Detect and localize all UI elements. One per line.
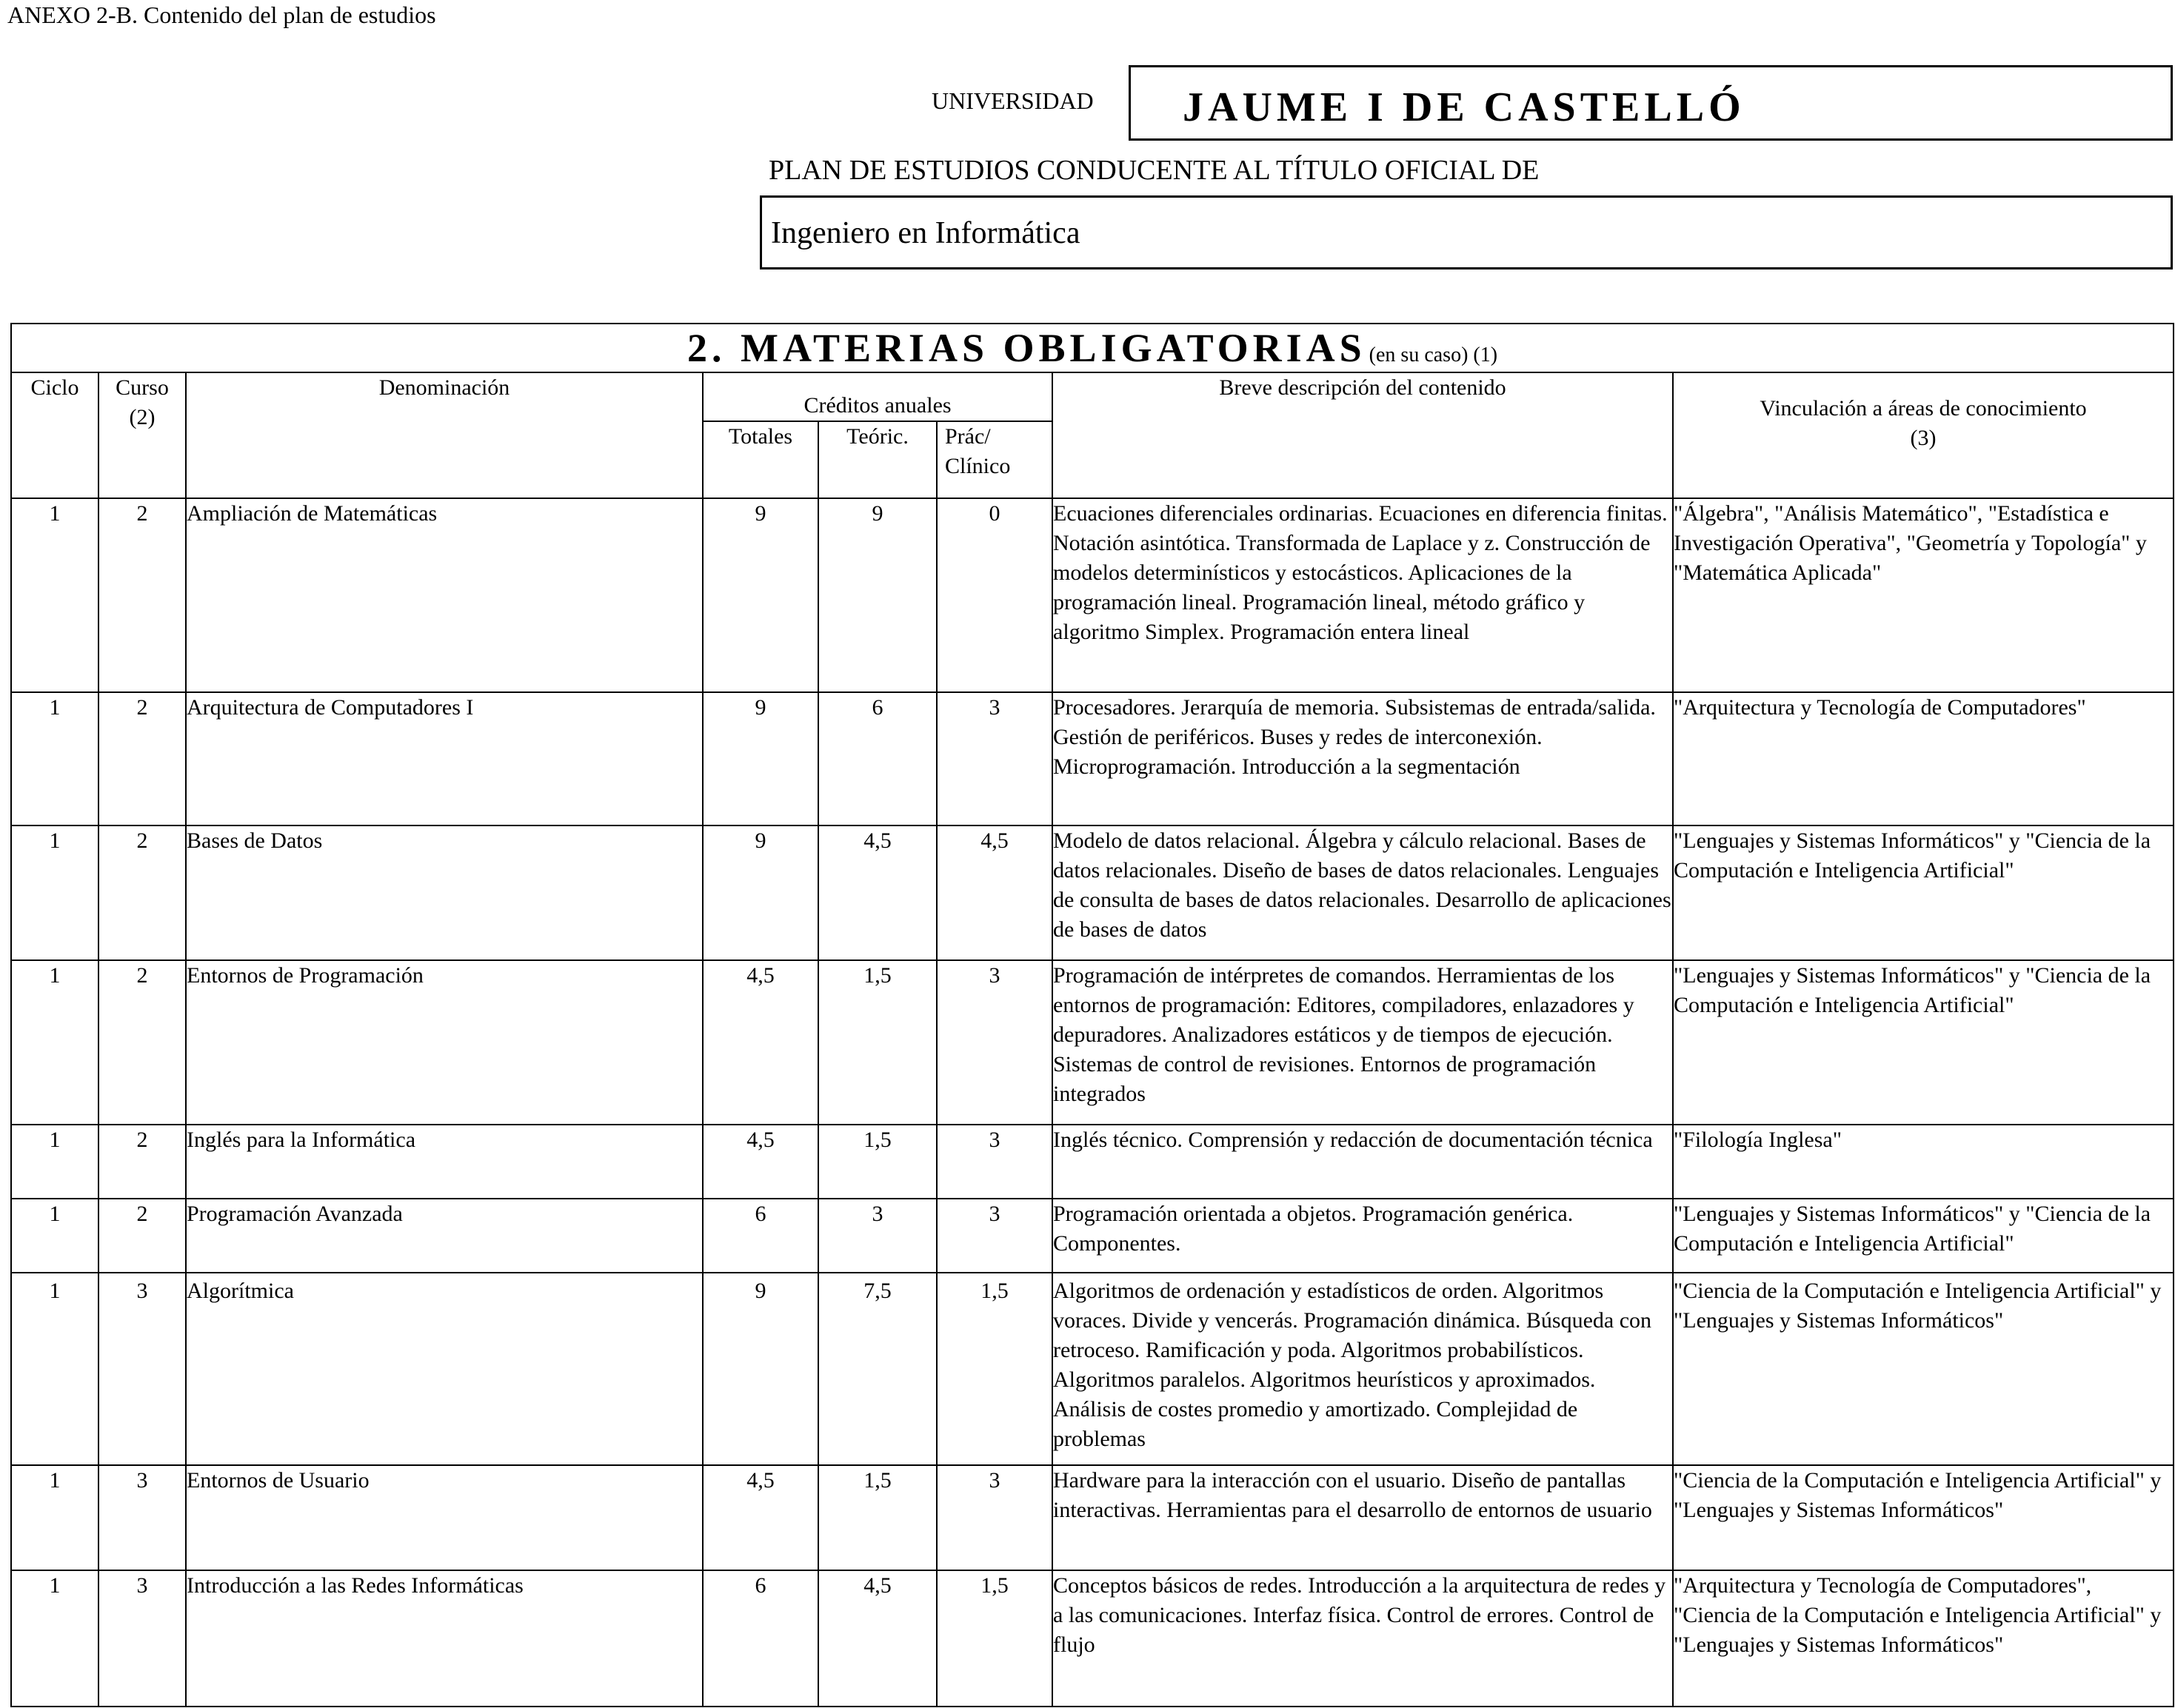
cell-prac: 3 [937,960,1052,1125]
cell-totales: 4,5 [703,960,818,1125]
cell-areas: "Filología Inglesa" [1673,1125,2174,1199]
cell-areas: "Ciencia de la Computación e Inteligencia Artificial" y "Lenguajes y Sistemas Informáticos" [1673,1465,2174,1570]
cell-areas: "Álgebra", "Análisis Matemático", "Estadística e Investigación Operativa", "Geometría y Topología" y "Matemática Aplicada" [1673,498,2174,692]
cell-denominacion: Bases de Datos [186,825,703,960]
cell-teoric: 4,5 [818,1570,937,1707]
col-vinculacion-label: Vinculación a áreas de conocimiento [1760,396,2087,421]
col-creditos [703,372,1052,421]
col-teoric-label: Teóric. [846,424,909,449]
cell-ciclo: 1 [11,498,98,692]
col-descripcion-label: Breve descripción del contenido [1219,375,1506,400]
cell-curso: 2 [98,498,186,692]
cell-totales: 6 [703,1570,818,1707]
table-row [11,825,2174,960]
section-title: 2. MATERIAS OBLIGATORIAS [687,326,1366,370]
cell-curso: 3 [98,1273,186,1465]
plan-label: PLAN DE ESTUDIOS CONDUCENTE AL TÍTULO OFICIAL DE [769,155,1540,186]
col-prac [937,421,1052,498]
cell-teoric: 1,5 [818,1125,937,1199]
cell-curso: 3 [98,1465,186,1570]
cell-totales: 4,5 [703,1465,818,1570]
cell-curso: 2 [98,825,186,960]
cell-descripcion: Hardware para la interacción con el usuario. Diseño de pantallas interactivas. Herramientas para el desarrollo de entornos de usuario [1052,1465,1673,1570]
col-denominacion-label: Denominación [378,375,510,400]
cell-curso: 2 [98,692,186,825]
col-prac-label: Prác/ [945,424,991,449]
cell-areas: "Lenguajes y Sistemas Informáticos" y "Ciencia de la Computación e Inteligencia Artificial" [1673,825,2174,960]
subjects-table [10,323,2174,1707]
col-teoric [818,421,937,498]
cell-curso: 3 [98,1570,186,1707]
university-box [1129,65,2173,141]
table-row [11,692,2174,825]
cell-descripcion: Ecuaciones diferenciales ordinarias. Ecuaciones en diferencia finitas. Notación asintótica. Transformada de Laplace y z. Construcción de modelos determinísticos y estocásticos. Aplicaciones de la programación lineal. Programación lineal, método gráfico y algoritmo Simplex. Programación entera lineal [1052,498,1673,692]
degree-title-box [760,195,2173,269]
cell-teoric: 6 [818,692,937,825]
col-totales-label: Totales [728,424,793,449]
cell-totales: 4,5 [703,1125,818,1199]
cell-descripcion: Algoritmos de ordenación y estadísticos de orden. Algoritmos voraces. Divide y vencerás. Programación dinámica. Búsqueda con retroceso. Ramificación y poda. Algoritmos probabilísticos. Algoritmos paralelos. Algoritmos heurísticos y aproximados. Análisis de costes promedio y amortizado. Complejidad de problemas [1052,1273,1673,1465]
cell-denominacion: Arquitectura de Computadores I [186,692,703,825]
cell-ciclo: 1 [11,1125,98,1199]
col-denominacion [186,372,703,498]
cell-totales: 9 [703,498,818,692]
table-row [11,1570,2174,1707]
cell-totales: 9 [703,1273,818,1465]
col-vinculacion-note: (3) [1910,426,1937,450]
cell-prac: 0 [937,498,1052,692]
cell-areas: "Ciencia de la Computación e Inteligencia Artificial" y "Lenguajes y Sistemas Informáticos" [1673,1273,2174,1465]
cell-prac: 3 [937,692,1052,825]
cell-areas: "Arquitectura y Tecnología de Computadores" [1673,692,2174,825]
col-descripcion [1052,372,1673,498]
cell-descripcion: Inglés técnico. Comprensión y redacción de documentación técnica [1052,1125,1673,1199]
cell-prac: 3 [937,1199,1052,1273]
degree-title: Ingeniero en Informática [771,216,1080,250]
col-ciclo-label: Ciclo [30,375,79,400]
cell-descripcion: Procesadores. Jerarquía de memoria. Subsistemas de entrada/salida. Gestión de periféricos. Buses y redes de interconexión. Microprogramación. Introducción a la segmentación [1052,692,1673,825]
cell-totales: 6 [703,1199,818,1273]
cell-denominacion: Programación Avanzada [186,1199,703,1273]
cell-ciclo: 1 [11,1570,98,1707]
cell-ciclo: 1 [11,1273,98,1465]
table-row [11,1273,2174,1465]
cell-denominacion: Ampliación de Matemáticas [186,498,703,692]
cell-descripcion: Programación orientada a objetos. Programación genérica. Componentes. [1052,1199,1673,1273]
cell-prac: 4,5 [937,825,1052,960]
table-row [11,1125,2174,1199]
col-curso-note: (2) [129,405,156,429]
col-creditos-label: Créditos anuales [803,393,952,418]
cell-prac: 3 [937,1465,1052,1570]
cell-teoric: 3 [818,1199,937,1273]
cell-ciclo: 1 [11,1465,98,1570]
col-prac-label-2: Clínico [945,454,1011,478]
table-row [11,1199,2174,1273]
cell-curso: 2 [98,1125,186,1199]
cell-descripcion: Modelo de datos relacional. Álgebra y cálculo relacional. Bases de datos relacionales. Diseño de bases de datos relacionales. Lenguajes de consulta de bases de datos relacionales. Desarrollo de aplicaciones de bases de datos [1052,825,1673,960]
section-note: (en su caso) (1) [1369,344,1498,366]
table-row [11,1465,2174,1570]
university-label: UNIVERSIDAD [932,87,1094,114]
cell-denominacion: Introducción a las Redes Informáticas [186,1570,703,1707]
cell-denominacion: Algorítmica [186,1273,703,1465]
col-curso-label: Curso [116,375,169,400]
table-row [11,960,2174,1125]
section-header [11,324,2174,372]
cell-areas: "Arquitectura y Tecnología de Computadores", "Ciencia de la Computación e Inteligencia Artificial" y "Lenguajes y Sistemas Informáticos" [1673,1570,2174,1707]
cell-curso: 2 [98,960,186,1125]
cell-prac: 1,5 [937,1273,1052,1465]
cell-prac: 3 [937,1125,1052,1199]
cell-denominacion: Inglés para la Informática [186,1125,703,1199]
cell-areas: "Lenguajes y Sistemas Informáticos" y "Ciencia de la Computación e Inteligencia Artificial" [1673,1199,2174,1273]
cell-totales: 9 [703,825,818,960]
cell-prac: 1,5 [937,1570,1052,1707]
cell-totales: 9 [703,692,818,825]
cell-areas: "Lenguajes y Sistemas Informáticos" y "Ciencia de la Computación e Inteligencia Artificial" [1673,960,2174,1125]
cell-descripcion: Programación de intérpretes de comandos. Herramientas de los entornos de programación: Editores, compiladores, enlazadores y depuradores. Analizadores estáticos y de tiempos de ejecución. Sistemas de control de revisiones. Entornos de programación integrados [1052,960,1673,1125]
cell-ciclo: 1 [11,1199,98,1273]
table-row [11,498,2174,692]
cell-teoric: 1,5 [818,960,937,1125]
cell-teoric: 7,5 [818,1273,937,1465]
cell-curso: 2 [98,1199,186,1273]
cell-ciclo: 1 [11,825,98,960]
cell-teoric: 4,5 [818,825,937,960]
university-name: JAUME I DE CASTELLÓ [1183,84,1745,130]
cell-ciclo: 1 [11,692,98,825]
col-ciclo [11,372,98,498]
cell-denominacion: Entornos de Programación [186,960,703,1125]
col-curso [98,372,186,498]
col-totales [703,421,818,498]
cell-teoric: 9 [818,498,937,692]
cell-ciclo: 1 [11,960,98,1125]
cell-descripcion: Conceptos básicos de redes. Introducción a la arquitectura de redes y a las comunicaciones. Interfaz física. Control de errores. Control de flujo [1052,1570,1673,1707]
col-vinculacion [1673,372,2174,498]
cell-denominacion: Entornos de Usuario [186,1465,703,1570]
annex-heading: ANEXO 2-B. Contenido del plan de estudios [7,1,436,28]
cell-teoric: 1,5 [818,1465,937,1570]
